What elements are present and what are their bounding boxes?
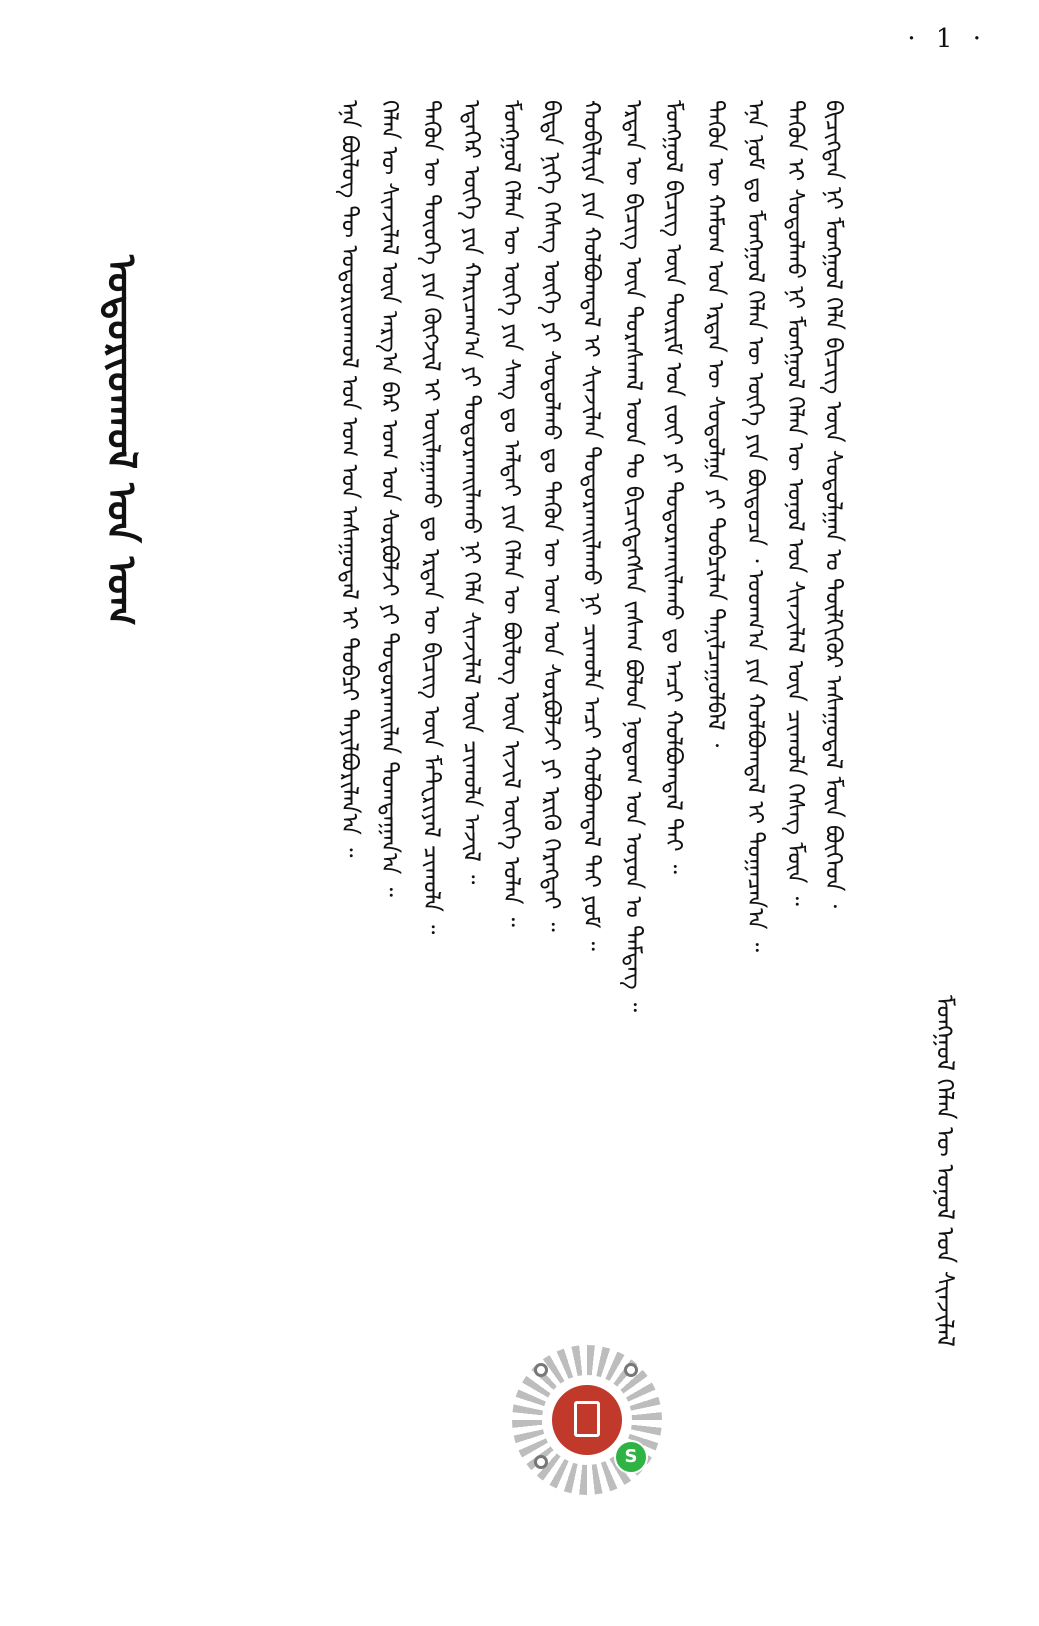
running-header: ᠮᠣᠩᠭᠣᠯ ᠬᠡᠯᠡᠨ ᠦ ᠣᠨᠣᠯ ᠤᠨ ᠰᠢᠨᠵᠢᠯᠡᠯ bbox=[931, 995, 959, 1347]
book-logo-icon bbox=[552, 1385, 622, 1455]
page-number: · 1 · bbox=[907, 24, 987, 54]
body-line: ᠲᠡᠭᠦᠨ ᠦ ᠲᠦᠤᠬᠡ ᠶᠢᠨ ᠬᠥᠭᠵᠢᠯ ᠢ ᠣᠢᠯᠠᠭᠠᠬᠤ ᠳᠤ ᠡᠷᠲᠡᠨ ᠦ ᠪᠢᠴᠢᠭ ᠦᠨ ᠮᠠᠲᠸᠷᠢᠶᠠᠯ ᠴᠢᠬᠤᠯᠠ ᠃ bbox=[418, 100, 444, 935]
qr-finder-icon bbox=[534, 1455, 548, 1469]
body-line: ᠪᠢᠳᠡ ᠨᠢᠭᠡ ᠬᠡᠰᠡᠭ ᠦᠭᠡ ᠶᠢ ᠰᠤᠳᠤᠯᠬᠤ ᠳᠤ ᠲᠡᠭᠦᠨ ᠦ ᠤᠭ ᠤᠨ ᠰᠤᠷᠪᠤᠯᠵᠢ ᠶᠢ ᠡᠷᠢᠬᠦ ᠬᠡᠷᠡᠭᠲᠡᠢ ᠃ bbox=[538, 100, 564, 932]
body-line: ᠲᠡᠭᠦᠨ ᠦ ᠬᠠᠮᠤᠭ ᠤᠨ ᠡᠷᠲᠡᠨ ᠦ ᠰᠤᠳᠤᠯᠭᠠ ᠶᠢ ᠲᠣᠪᠴᠢᠯᠠᠨ ᠲᠠᠨᠢᠯᠴᠠᠭᠤᠯᠪᠠᠯ ᠂ bbox=[702, 100, 728, 748]
body-line: ᠬᠡᠯᠡᠨ ᠦ ᠰᠢᠨᠵᠢᠯᠡᠯ ᠦᠨ ᠠᠷᠭ᠎ᠠ ᠪᠠᠷ ᠤᠭ ᠤᠨ ᠰᠤᠷᠪᠤᠯᠵᠢ ᠶᠢ ᠲᠣᠳᠣᠷᠬᠠᠢᠯᠠᠨ ᠲᠣᠭᠲᠠᠭᠠᠨ᠎ᠠ ᠃ bbox=[376, 100, 402, 897]
qr-finder-icon bbox=[534, 1363, 548, 1377]
chapter-title: ᠤᠳᠤᠷᠢᠳᠬᠤᠯ ᠤᠨ ᠤᠭ bbox=[98, 255, 144, 626]
body-line: ᠬᠤᠪᠢᠯᠢᠶᠠ ᠶᠢᠨ ᠬᠣᠯᠪᠣᠭᠳᠠᠯ ᠢ ᠰᠢᠨᠵᠢᠯᠡᠨ ᠲᠣᠳᠣᠷᠬᠠᠢᠯᠠᠬᠤ ᠨᠢ ᠴᠢᠬᠤᠯᠠ ᠠᠴᠢ ᠬᠣᠯᠪᠣᠭᠳᠠᠯ ᠲᠠᠢ ᠶᠤᠮ ᠃ bbox=[578, 100, 604, 951]
body-line: ᠮᠣᠩᠭᠣᠯ ᠬᠡᠯᠡᠨ ᠦ ᠦᠭᠡ ᠶᠢᠨ ᠰᠠᠩ ᠳᠤ ᠠᠯᠳᠠᠢ ᠶᠢᠨ ᠬᠡᠯᠡᠨ ᠦ ᠪᠦᠯᠦᠭ ᠦᠨ ᠢᠵᠢᠯ ᠦᠭᠡ ᠣᠯᠠᠨ ᠃ bbox=[498, 100, 524, 927]
qr-code-icon[interactable] bbox=[512, 1345, 662, 1495]
body-line: ᠮᠣᠩᠭᠣᠯ ᠪᠢᠴᠢᠭ ᠦᠨ ᠳᠦᠷᠢᠮ ᠤᠨ ᠵᠦᠢ ᠶᠢ ᠲᠣᠳᠣᠷᠬᠠᠢᠯᠠᠬᠤ ᠳᠤ ᠠᠴᠢ ᠬᠣᠯᠪᠣᠭᠳᠠᠯ ᠲᠠᠢ ᠃ bbox=[660, 100, 686, 874]
body-line: ᠡᠨᠡ ᠪᠦᠯᠦᠭ ᠲᠦ ᠤᠳᠤᠷᠢᠳᠬᠤᠯ ᠤᠨ ᠤᠭ ᠤᠨ ᠠᠰᠠᠭᠤᠳᠠᠯ ᠢ ᠲᠣᠪᠴᠢ ᠲᠠᠶᠢᠯᠪᠤᠷᠢᠯᠠᠨ᠎ᠠ ᠃ bbox=[336, 100, 362, 858]
body-line: ᠡᠷᠲᠡᠨ ᠦ ᠪᠢᠴᠢᠭ ᠦᠨ ᠳᠤᠷᠠᠰᠬᠠᠯ ᠤᠳ ᠲᠤ ᠪᠢᠴᠢᠭᠳᠡᠭᠰᠡᠨ ᠵᠠᠰᠠᠭ ᠪᠣᠯᠤᠨ ᠨᠤᠲᠤᠭ ᠤᠨ ᠣᠶᠤᠨ ᠤ ᠲᠡᠮᠳᠡᠭ ᠃ bbox=[620, 100, 646, 1013]
qr-finder-icon bbox=[624, 1363, 638, 1377]
body-line: ᠡᠨᠡ ᠨᠣᠮ ᠳᠤ ᠮᠣᠩᠭᠣᠯ ᠬᠡᠯᠡᠨ ᠦ ᠦᠭᠡ ᠶᠢᠨ ᠪᠦᠲᠦᠴᠡ ᠂ ᠤᠳᠬ᠎ᠠ ᠶᠢᠨ ᠬᠣᠯᠪᠣᠭᠳᠠᠯ ᠢ ᠲᠣᠭᠠᠴᠠᠨ᠎ᠠ ᠃ bbox=[742, 100, 768, 952]
body-line: ᠡᠳᠡᠭᠡᠷ ᠦᠭᠡ ᠶᠢᠨ ᠬᠠᠷᠢᠴᠠᠭ᠎ᠠ ᠶᠢ ᠲᠣᠳᠣᠷᠬᠠᠢᠯᠠᠬᠤ ᠨᠢ ᠬᠡᠯᠡ ᠰᠢᠨᠵᠢᠯᠡᠯ ᠦᠨ ᠴᠢᠬᠤᠯᠠ ᠠᠵᠢᠯ ᠃ bbox=[458, 100, 484, 885]
wechat-mini-program-icon: S bbox=[614, 1440, 648, 1474]
body-line: ᠪᠢᠴᠢᠭᠳᠡᠨ ᠨᠢ ᠮᠣᠩᠭᠣᠯ ᠬᠡᠯᠡ ᠪᠢᠴᠢᠭ ᠦᠨ ᠰᠤᠳᠤᠯᠭᠠᠨ ᠤ ᠲᠦᠯᠬᠢᠭᠦᠷ ᠠᠰᠠᠭᠤᠳᠠᠯ ᠮᠥᠨ ᠪᠥᠭᠡᠳ ᠂ bbox=[820, 100, 846, 909]
body-line: ᠲᠡᠭᠦᠨ ᠢ ᠰᠤᠳᠤᠯᠬᠤ ᠨᠢ ᠮᠣᠩᠭᠣᠯ ᠬᠡᠯᠡᠨ ᠦ ᠣᠨᠣᠯ ᠤᠨ ᠰᠢᠨᠵᠢᠯᠡᠯ ᠦᠨ ᠴᠢᠬᠤᠯᠠ ᠬᠡᠰᠡᠭ ᠮᠥᠨ ᠃ bbox=[782, 100, 808, 906]
